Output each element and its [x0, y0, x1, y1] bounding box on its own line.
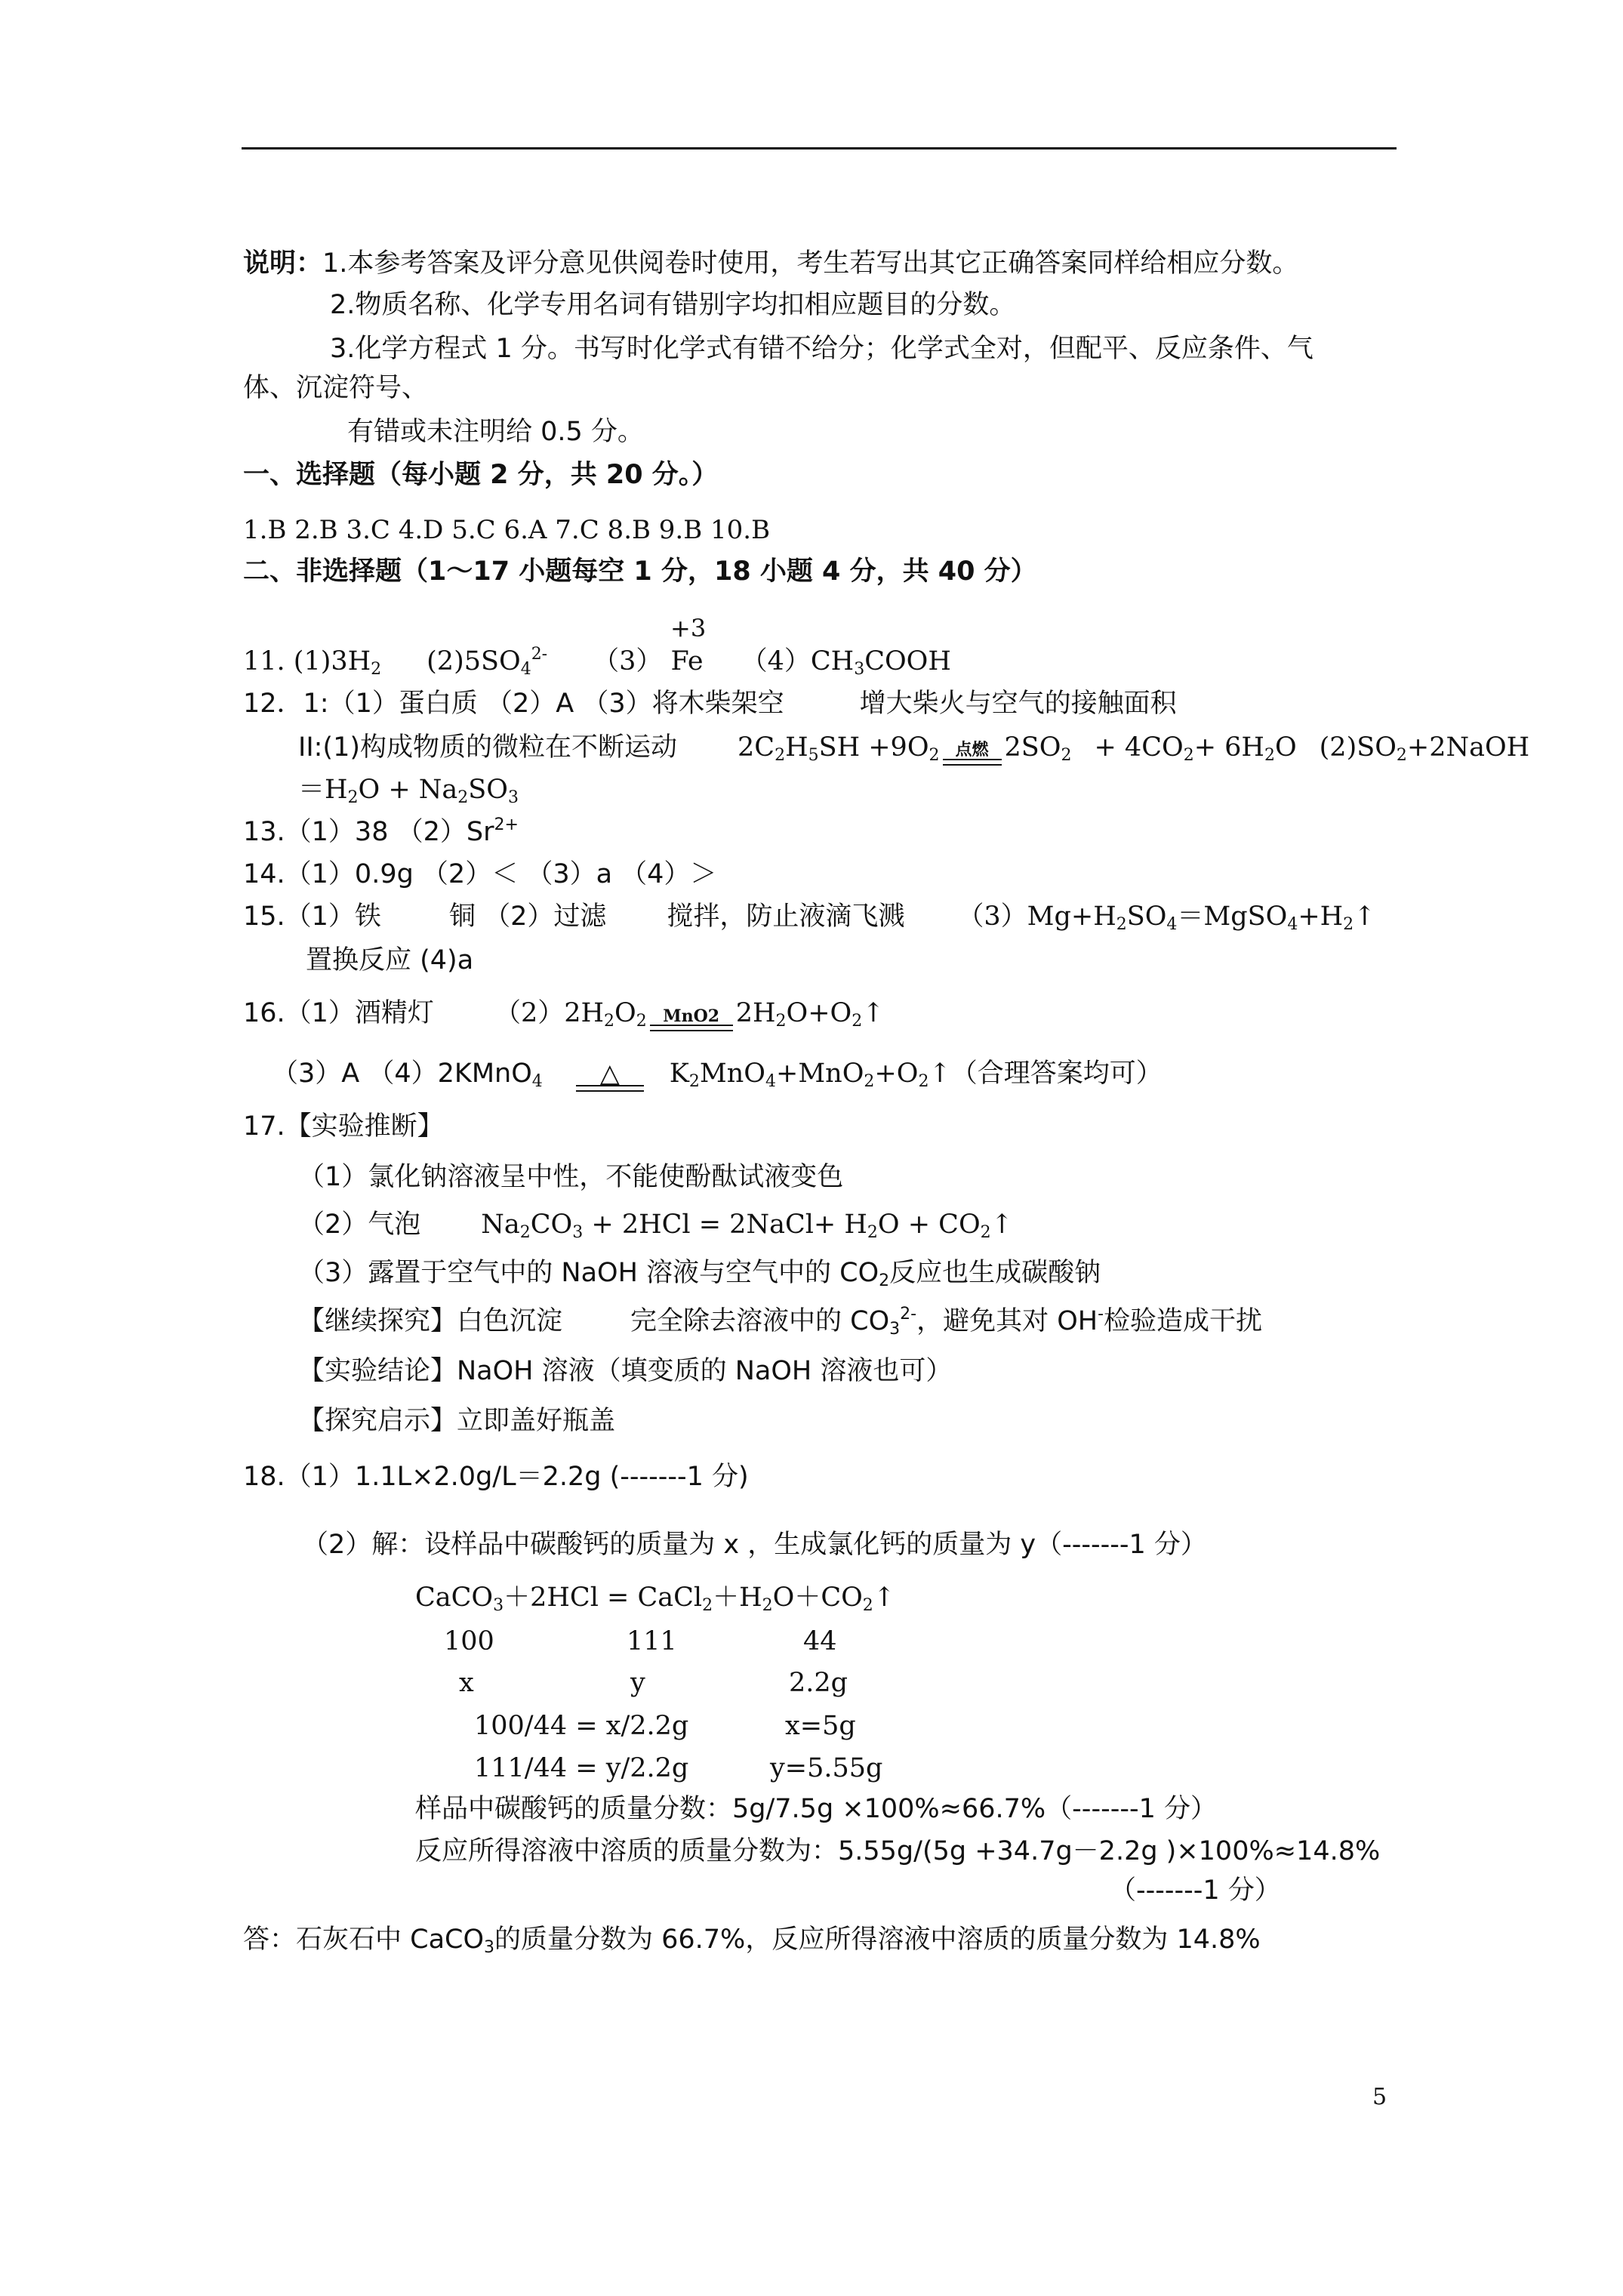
note-3a: 3.化学方程式 1 分。书写时化学式有错不给分；化学式全对，但配平、反应条件、气 — [330, 334, 1313, 364]
q18-line-1: 18.（1）1.1L×2.0g/L＝2.2g (-------1 分) — [243, 1462, 749, 1492]
heat-triangle-icon: △ — [599, 1059, 620, 1089]
q16-line-1: 16.（1）酒精灯 $(2)2H_2O_2$ MnO2 $2H_2O+O_2↑$ — [243, 998, 885, 1031]
q18-var-co2: 2.2g — [789, 1668, 848, 1698]
q11-valence-label: +3 — [670, 614, 707, 643]
q12-i-a: 12．1:（1）蛋白质 （2）A （3）将木柴架空 — [243, 689, 784, 719]
q17-title: 17.【实验推断】 — [243, 1111, 444, 1142]
q12-ii-a: II:(1)构成物质的微粒在不断运动 — [298, 732, 678, 763]
q18-mass-cacl2: 111 — [627, 1626, 677, 1657]
section-1-answers: 1.B 2.B 3.C 4.D 5.C 6.A 7.C 8.B 9.B 10.B — [243, 515, 771, 545]
q16-heat-condition — [576, 1059, 644, 1092]
q18-result-y: y=5.55g — [770, 1753, 883, 1783]
q16-line-2: （3）A （4）2KMnO$_4$ △ $K_2MnO_4+MnO_2+O_2↑$（合理答案均可） — [272, 1059, 1163, 1091]
q18-ratio-2: 111/44 = y/2.2g — [474, 1753, 689, 1783]
q17-line-3: （3）露置于空气中的 NaOH 溶液与空气中的 $CO_2$反应也生成碳酸钠 — [298, 1258, 1101, 1290]
q17-line-4: 【继续探究】白色沉淀 完全除去溶液中的 $CO_3^{2-}$，避免其对 OH-检验造成干扰 — [298, 1305, 1263, 1339]
q17-line-5: 【实验结论】NaOH 溶液（填变质的 NaOH 溶液也可） — [298, 1356, 953, 1386]
header-rule — [242, 147, 1397, 149]
q18-percent-2-score: （-------1 分） — [1110, 1875, 1281, 1906]
section-1-title: 一、选择题（每小题 2 分，共 20 分。） — [243, 460, 719, 490]
q18-percent-1: 样品中碳酸钙的质量分数：5g/7.5g ×100%≈66.7%（-------1 分） — [415, 1794, 1217, 1824]
q15-line-2: 置换反应 (4)a — [306, 945, 474, 975]
note-2: 2.物质名称、化学专用名词有错别字均扣相应题目的分数。 — [330, 290, 1016, 320]
q18-equation: CaCO$_3$＋2HCl = $CaCl_2+H_2O+CO_2↑$ — [415, 1583, 896, 1615]
q17-line-1: （1）氯化钠溶液呈中性，不能使酚酞试液变色 — [298, 1162, 844, 1192]
q18-var-y: y — [630, 1668, 645, 1698]
q17-line-2: （2）气泡 $Na_2CO_3 + 2HCl$ = 2NaCl+ $H_2O$ + $CO_2↑$ — [298, 1210, 1013, 1242]
q17-line-6: 【探究启示】立即盖好瓶盖 — [298, 1406, 616, 1436]
note-3b: 体、沉淀符号、 — [243, 373, 429, 403]
q15-line-1: 15.（1）铁 铜 （2）过滤 搅拌，防止液滴飞溅 $(3)Mg+H_2SO_4=MgSO_4+H_2↑$ — [243, 901, 1376, 934]
q18-var-x: x — [459, 1668, 474, 1698]
page-number: 5 — [1372, 2084, 1387, 2110]
q18-answer: 答：石灰石中 CaCO$_3$的质量分数为 66.7%，反应所得溶液中溶质的质量分数为 14.8% — [243, 1925, 1261, 1957]
q13-line: 13.（1）38 $(2)Sr^{2+}$ — [243, 815, 519, 847]
q12-part-ii: II:(1)构成物质的微粒在不断运动 $2C_2H_5SH +9O_2$ 点燃 $2SO_2 + 4CO_2+ 6H_2O$ $(2)SO_2+2NaOH$ — [298, 732, 1530, 765]
q12-part-i — [243, 686, 1177, 722]
q18-percent-2: 反应所得溶液中溶质的质量分数为：5.55g/(5g +34.7g－2.2g )×100%≈14.8% — [415, 1836, 1381, 1866]
q18-result-x: x=5g — [785, 1711, 856, 1741]
q14-line: 14.（1）0.9g （2）＜ （3）a （4）＞ — [243, 859, 717, 889]
q18-mass-caco3: 100 — [444, 1626, 494, 1657]
q11-line: 11. $(1)3H_2$ $(2)5SO_4^{2-}$ （3） Fe $(4)CH_3COOH$ — [243, 645, 951, 679]
q18-line-2: （2）解：设样品中碳酸钙的质量为 x ，生成氯化钙的质量为 y（-------1 分） — [302, 1530, 1207, 1560]
note-3c: 有错或未注明给 0.5 分。 — [347, 417, 644, 447]
q12-i-b: 增大柴火与空气的接触面积 — [859, 689, 1177, 719]
q18-ratio-1: 100/44 = x/2.2g — [474, 1711, 689, 1741]
q12-condition: 点燃 — [943, 742, 1002, 766]
q16-catalyst: MnO2 — [650, 1008, 733, 1031]
q12-equation-2-end: $=H_2O + Na_2SO_3$ — [298, 775, 519, 807]
q18-mass-co2: 44 — [803, 1626, 837, 1657]
notes-line-1 — [243, 245, 1298, 282]
section-2-title: 二、非选择题（1～17 小题每空 1 分，18 小题 4 分，共 40 分） — [243, 556, 1037, 587]
note-1: 1.本参考答案及评分意见供阅卷时使用，考生若写出其它正确答案同样给相应分数。 — [322, 248, 1299, 279]
notes-label: 说明： — [243, 248, 323, 279]
